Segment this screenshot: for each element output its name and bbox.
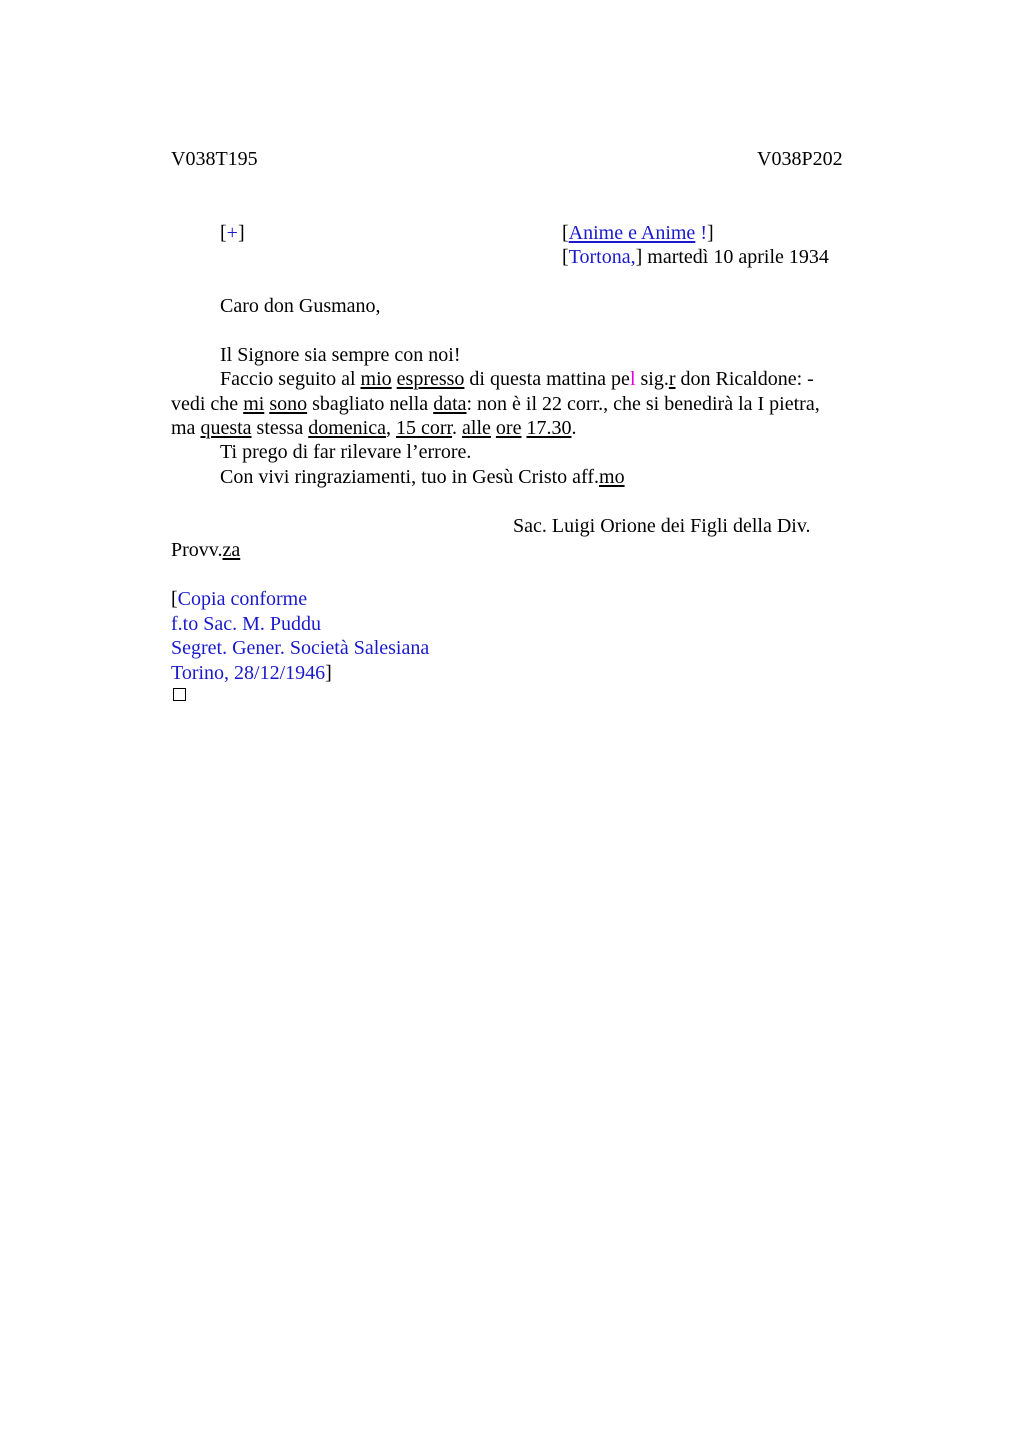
copy-note-line-3: Segret. Gener. Società Salesiana [171,637,430,659]
closing-line: Con vivi ringraziamenti, tuo in Gesù Cristo aff.mo [220,466,625,488]
cross-symbol: + [226,222,238,244]
date: martedì 10 aprile 1934 [642,246,829,268]
body-line-2: vedi che mi sono sbagliato nella data: non è il 22 corr., che si benedirà la I pietra, [171,393,820,415]
signature-continuation: Provv.za [171,539,241,561]
motto-text: Anime e Anime [568,222,696,244]
copy-note-line-4: Torino, 28/12/1946] [171,662,332,684]
motto-exclamation: ! [700,222,707,244]
body-line-1: Faccio seguito al mio espresso di questa mattina pel sig.r don Ricaldone: - [220,368,814,390]
document-code-right: V038P202 [757,148,843,170]
end-marker-box [173,688,186,701]
signature: Sac. Luigi Orione dei Figli della Div. [513,515,811,537]
blessing-line: Il Signore sia sempre con noi! [220,344,461,366]
salutation: Caro don Gusmano, [220,295,381,317]
place: Tortona, [568,246,636,268]
motto: [Anime e Anime !] [562,222,714,244]
copy-note-line-1: [Copia conforme [171,588,308,610]
document-code-left: V038T195 [171,148,258,170]
cross-mark: [+] [220,222,245,244]
request-line: Ti prego di far rilevare l’errore. [220,441,472,463]
place-date: [Tortona,] martedì 10 aprile 1934 [562,246,829,268]
copy-note-line-2: f.to Sac. M. Puddu [171,613,321,635]
body-line-3: ma questa stessa domenica, 15 corr. alle ore 17.30. [171,417,577,439]
